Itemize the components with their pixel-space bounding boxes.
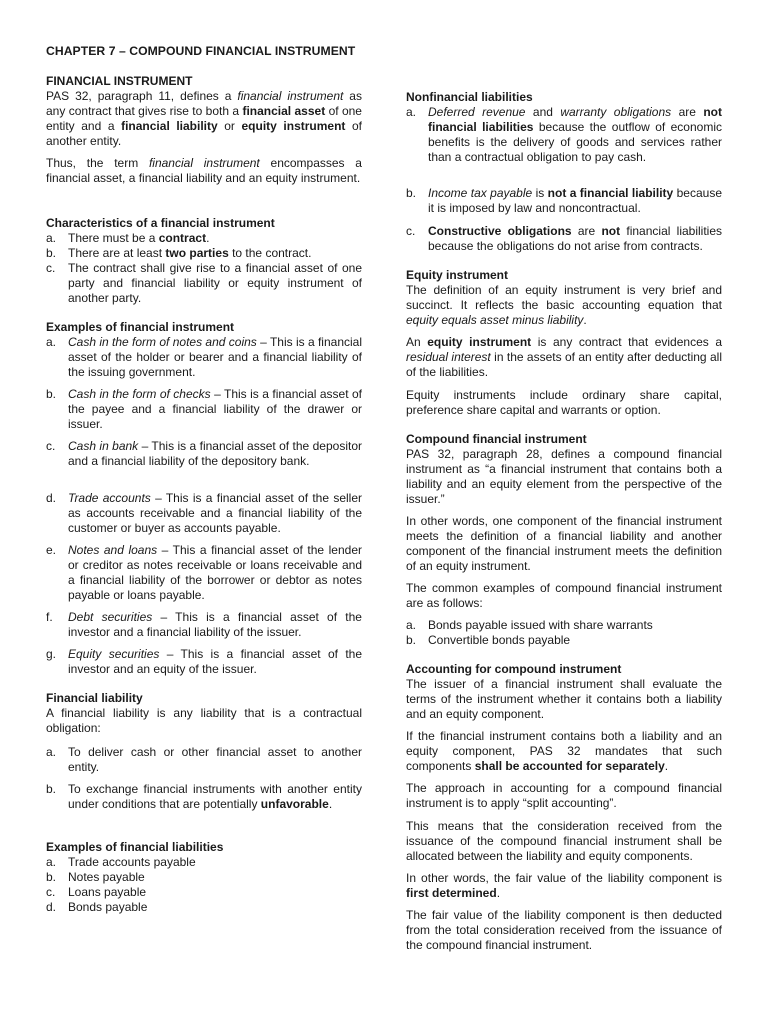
text-run: and: [525, 105, 561, 119]
text-run: Trade accounts payable: [68, 855, 196, 869]
list-item: [46, 745, 362, 775]
list-item-text: [68, 231, 362, 246]
paragraph-acc-deducted: [406, 908, 722, 953]
text-run: – This a financial asset of the lender or creditor as notes receivable or loans receivable and a financial liability of the borrower or debtor as notes payable or loans payable.: [68, 543, 362, 602]
list-item: [406, 105, 722, 165]
text-run: .: [206, 231, 210, 245]
heading-examples-fl: Examples of financial liabilities: [46, 840, 224, 854]
italic-text: financial instrument: [237, 89, 344, 103]
bold-text: not financial liabilities: [428, 105, 722, 134]
text-run: If the financial instrument contains both a liability and an equity component, PAS 32 mandates that such components: [406, 729, 722, 773]
text-run: There are at least: [68, 246, 166, 260]
text-run: to the contract.: [228, 246, 312, 260]
text-run: A financial liability is any liability that is a contractual obligation:: [46, 706, 362, 735]
list-item-text: [68, 335, 362, 380]
text-run: because it is imposed by law and noncontractual.: [428, 186, 723, 215]
text-run: .: [496, 885, 501, 900]
paragraph-acc-evaluate: [406, 677, 722, 722]
text-run: PAS 32, paragraph 11, defines a: [46, 89, 238, 103]
bold-text: Constructive obligations: [428, 224, 572, 238]
bold-text: shall be accounted for separately: [474, 758, 665, 773]
text-run: of one entity and a: [46, 103, 362, 133]
paragraph-cfi-examples-intro: [406, 581, 722, 611]
text-run: The approach in accounting for a compound financial instrument is to apply “split accounting”.: [406, 781, 722, 810]
bold-text: financial liability: [121, 118, 218, 133]
list-item-text: [68, 782, 362, 812]
list-item-text: [68, 261, 362, 306]
list-marker: a.: [46, 745, 57, 759]
list-marker: e.: [46, 543, 57, 557]
list-item-text: [68, 610, 362, 640]
list-marker: b.: [46, 782, 57, 796]
list-marker: f.: [46, 610, 53, 624]
paragraph-cfi-other-words: [406, 514, 722, 574]
list-item: [406, 224, 722, 254]
italic-text: Cash in the form of checks: [68, 387, 211, 401]
text-run: Bonds payable: [68, 900, 148, 914]
list-item-text: [428, 618, 722, 633]
list-item: [46, 335, 362, 380]
heading-compound-fi: Compound financial instrument: [406, 432, 587, 446]
italic-text: Deferred revenue: [428, 105, 526, 119]
list-item-text: [68, 543, 362, 603]
list-item-text: [68, 870, 362, 885]
paragraph-acc-separately: [406, 729, 722, 774]
list-item: [46, 782, 362, 812]
list-item-text: [68, 900, 362, 915]
list-item: [46, 647, 362, 677]
list-item: [46, 870, 362, 885]
paragraph-acc-split: [406, 781, 722, 811]
list-marker: b.: [46, 870, 57, 884]
heading-accounting-compound: Accounting for compound instrument: [406, 662, 622, 676]
text-run: or: [217, 118, 242, 133]
text-run: are: [671, 105, 704, 119]
bold-text: equity instrument: [241, 118, 346, 133]
bold-text: two parties: [165, 246, 229, 260]
text-run: as any contract that gives rise to both a: [46, 89, 362, 118]
list-item: [46, 231, 362, 246]
text-run: – This is a financial asset of the holder or bearer and a financial liability of the issuing government.: [68, 335, 362, 379]
bold-text: unfavorable: [260, 796, 329, 811]
text-run: encompasses a financial asset, a financial liability and an equity instrument.: [46, 156, 362, 185]
bold-text: equity instrument: [427, 335, 532, 349]
list-item-text: [68, 439, 362, 469]
list-marker: b.: [46, 387, 57, 401]
text-run: To deliver cash or other financial asset to another entity.: [68, 745, 362, 774]
list-item: [46, 855, 362, 870]
list-marker: a.: [46, 855, 57, 869]
heading-financial-instrument: FINANCIAL INSTRUMENT: [46, 74, 193, 88]
text-run: To exchange financial instruments with another entity under conditions that are potentially: [68, 782, 362, 811]
list-item: [46, 885, 362, 900]
paragraph-fl-definition: [46, 706, 362, 736]
list-marker: b.: [406, 186, 417, 200]
bold-text: first determined: [406, 885, 497, 900]
list-item: [46, 543, 362, 603]
text-run: This means that the consideration received from the issuance of the compound financial instrument shall be allocated between the liability and equity components.: [406, 819, 722, 863]
heading-examples-fi: Examples of financial instrument: [46, 320, 235, 334]
text-run: The contract shall give rise to a financial asset of one party and financial liability or equity instrument of another party.: [68, 261, 362, 305]
paragraph-equity-definition: [406, 283, 722, 328]
heading-financial-liability: Financial liability: [46, 691, 143, 705]
bold-text: not: [601, 224, 621, 238]
text-run: financial liabilities because the obligations do not arise from contracts.: [428, 224, 723, 253]
list-item: [46, 261, 362, 306]
list-item: [46, 900, 362, 915]
italic-text: Cash in bank: [68, 439, 139, 453]
bold-text: financial asset: [242, 103, 326, 118]
italic-text: residual interest: [406, 349, 491, 364]
text-run: – This is a financial asset of the depositor and a financial liability of the depository bank.: [68, 439, 362, 468]
list-item-text: [68, 885, 362, 900]
list-marker: b.: [406, 633, 417, 647]
list-item: [406, 618, 722, 633]
list-item-text: [428, 633, 722, 648]
list-marker: c.: [46, 885, 56, 899]
italic-text: Notes and loans: [68, 543, 158, 557]
list-marker: c.: [46, 261, 56, 275]
bold-text: not a financial liability: [547, 186, 674, 200]
page-title: CHAPTER 7 – COMPOUND FINANCIAL INSTRUMENT: [46, 44, 356, 58]
list-item-text: [68, 745, 362, 775]
list-item: [46, 439, 362, 469]
paragraph-acc-first-determined: [406, 871, 722, 901]
list-item: [46, 246, 362, 261]
list-marker: d.: [46, 491, 57, 505]
text-run: The common examples of compound financial instrument are as follows:: [406, 581, 722, 610]
list-marker: a.: [46, 231, 57, 245]
paragraph-fi-definition: [46, 89, 362, 149]
text-run: The issuer of a financial instrument shall evaluate the terms of the instrument whether it contains both a liability and an equity component.: [406, 677, 722, 721]
list-marker: c.: [406, 224, 416, 238]
text-run: The fair value of the liability component is then deducted from the total consideration received from the issuance of the compound financial instrument.: [406, 908, 722, 952]
italic-text: Debt securities: [68, 610, 153, 624]
list-item-text: [68, 647, 362, 677]
list-item: [406, 633, 722, 648]
text-run: An: [406, 335, 428, 349]
list-item-text: [428, 224, 722, 254]
text-run: The definition of an equity instrument is very brief and succinct. It reflects the basic accounting equation that: [406, 283, 722, 312]
italic-text: equity equals asset minus liability: [406, 312, 584, 327]
text-run: of another entity.: [46, 118, 362, 148]
list-marker: a.: [46, 335, 57, 349]
text-run: – This is a financial asset of the investor and an equity of the issuer.: [68, 647, 362, 676]
list-item-text: [68, 246, 362, 261]
list-item: [46, 387, 362, 432]
text-run: In other words, the fair value of the liability component is: [406, 871, 722, 885]
text-run: is: [532, 186, 548, 200]
italic-text: financial instrument: [148, 156, 260, 170]
text-run: Convertible bonds payable: [428, 633, 571, 647]
text-run: Thus, the term: [46, 156, 149, 170]
list-item-text: [428, 105, 722, 165]
italic-text: Equity securities: [68, 647, 160, 661]
text-run: Bonds payable issued with share warrants: [428, 618, 653, 632]
list-marker: c.: [46, 439, 56, 453]
list-item-text: [68, 491, 362, 536]
list-marker: g.: [46, 647, 57, 661]
paragraph-fi-encompasses: [46, 156, 362, 186]
text-run: In other words, one component of the financial instrument meets the definition of a financial liability and another component of the financial instrument meets the definition of an equity instrument.: [406, 514, 722, 573]
paragraph-equity-examples: [406, 388, 722, 418]
text-run: .: [328, 796, 333, 811]
list-item: [46, 610, 362, 640]
text-run: PAS 32, paragraph 28, defines a compound financial instrument as “a financial instrument that contains both a liability and an equity element from the perspective of the issuer.”: [406, 447, 722, 506]
list-marker: a.: [406, 105, 417, 119]
italic-text: Income tax payable: [428, 186, 533, 200]
paragraph-cfi-definition: [406, 447, 722, 507]
text-run: There must be a: [68, 231, 159, 245]
paragraph-acc-allocated: [406, 819, 722, 864]
text-run: because the outflow of economic benefits is the delivery of goods and services rather than a contractual obligation to pay cash.: [428, 119, 722, 164]
text-run: are: [571, 224, 602, 238]
heading-equity-instrument: Equity instrument: [406, 268, 509, 282]
list-item-text: [68, 855, 362, 870]
text-run: is any contract that evidences a: [531, 335, 722, 349]
italic-text: Cash in the form of notes and coins: [68, 335, 257, 349]
text-run: – This is a financial asset of the seller as accounts receivable and a financial liability of the customer or buyer as accounts payable.: [68, 491, 363, 535]
bold-text: contract: [158, 231, 207, 245]
list-item-text: [68, 387, 362, 432]
list-item: [46, 491, 362, 536]
text-run: – This is a financial asset of the investor and a financial liability of the issuer.: [68, 610, 362, 639]
list-marker: a.: [406, 618, 417, 632]
text-run: in the assets of an entity after deducting all of the liabilities.: [406, 349, 722, 379]
list-marker: b.: [46, 246, 57, 260]
paragraph-equity-residual: [406, 335, 722, 380]
text-run: – This is a financial asset of the payee and a financial liability of the drawer or issuer.: [68, 387, 362, 431]
text-run: Notes payable: [68, 870, 145, 884]
italic-text: Trade accounts: [68, 491, 151, 505]
text-run: .: [664, 758, 669, 773]
text-run: Loans payable: [68, 885, 147, 899]
list-item: [406, 186, 722, 216]
list-item-text: [428, 186, 722, 216]
heading-characteristics: Characteristics of a financial instrument: [46, 216, 275, 230]
list-marker: d.: [46, 900, 57, 914]
heading-nonfinancial-liabilities: Nonfinancial liabilities: [406, 90, 533, 104]
text-run: Equity instruments include ordinary share capital, preference share capital and warrants or option.: [406, 388, 722, 417]
text-run: .: [583, 312, 587, 327]
italic-text: warranty obligations: [560, 105, 672, 119]
